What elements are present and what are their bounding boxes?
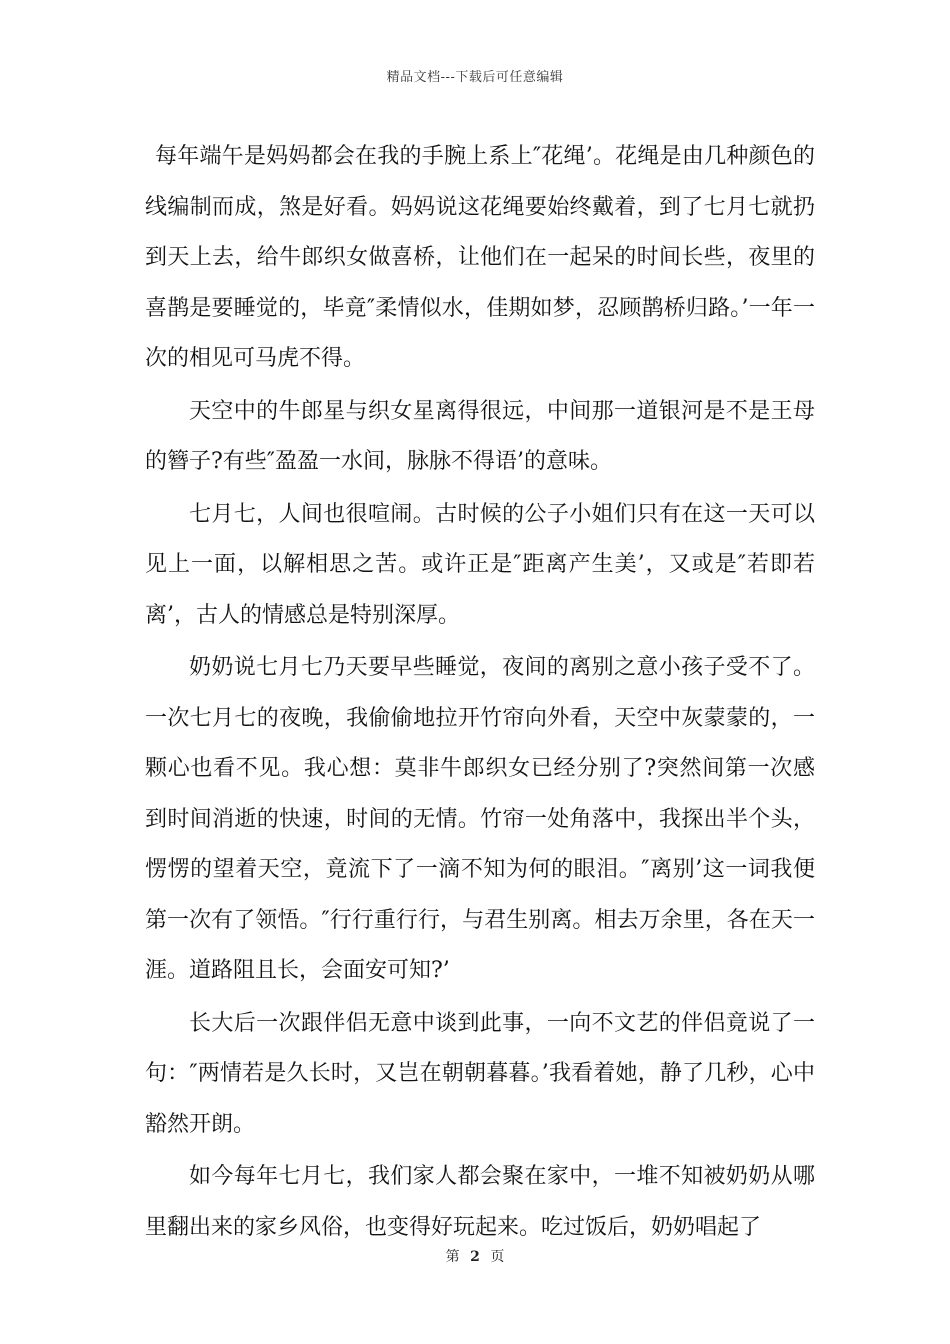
document-body bbox=[145, 132, 815, 1255]
paragraph-1: 每年端午是妈妈都会在我的手腕上系上″花绳’。花绳是由几种颜色的线编制而成，煞是好看。妈妈说这花绳要始终戴着，到了七月七就扔到天上去，给牛郎织女做喜桥，让他们在一起呆的时间长些，夜里的喜鹊是要睡觉的，毕竟″柔情似水，佳期如梦，忍顾鹊桥归路。’一年一次的相见可马虎不得。 bbox=[145, 144, 815, 371]
paragraph-2: 天空中的牛郎星与织女星离得很远，中间那一道银河是不是王母的簪子?有些″盈盈一水间，脉脉不得语’的意味。 bbox=[145, 398, 815, 474]
paragraph-3: 七月七，人间也很喧闹。古时候的公子小姐们只有在这一天可以见上一面，以解相思之苦。或许正是″距离产生美’，又或是″若即若离’，古人的情感总是特别深厚。 bbox=[145, 501, 815, 628]
paragraph-5: 长大后一次跟伴侣无意中谈到此事，一向不文艺的伴侣竟说了一句：″两情若是久长时，又岂在朝朝暮暮。’我看着她，静了几秒，心中豁然开朗。 bbox=[145, 1010, 815, 1137]
page-footer bbox=[0, 1246, 950, 1266]
paragraph-6: 如今每年七月七，我们家人都会聚在家中，一堆不知被奶奶从哪里翻出来的家乡风俗，也变得好玩起来。吃过饭后，奶奶唱起了 bbox=[145, 1164, 815, 1240]
page-label-suffix: 页 bbox=[490, 1249, 505, 1265]
paragraph-4: 奶奶说七月七乃天要早些睡觉，夜间的离别之意小孩子受不了。一次七月七的夜晚，我偷偷地拉开竹帘向外看，天空中灰蒙蒙的，一颗心也看不见。我心想：莫非牛郎织女已经分别了?突然间第一次感到时间消逝的快速，时间的无情。竹帘一处角落中，我探出半个头，愣愣的望着天空，竟流下了一滴不知为何的眼泪。″离别’这一词我便第一次有了领悟。″行行重行行，与君生别离。相去万余里，各在天一涯。道路阻且长，会面安可知?’ bbox=[145, 655, 815, 983]
page-header: 精品文档---下载后可任意编辑 bbox=[386, 70, 564, 85]
page-label-prefix: 第 bbox=[445, 1249, 460, 1265]
page-number: 2 bbox=[470, 1249, 480, 1265]
